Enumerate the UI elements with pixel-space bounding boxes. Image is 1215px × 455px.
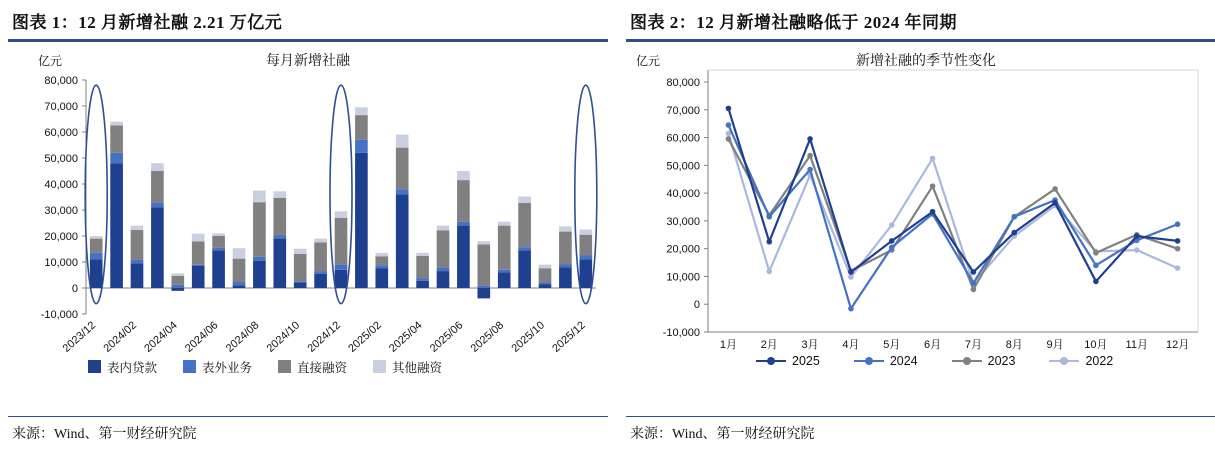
svg-text:2024/04: 2024/04 <box>142 318 180 355</box>
svg-text:1月: 1月 <box>719 338 737 351</box>
right-legend <box>756 354 1113 368</box>
svg-text:-10,000: -10,000 <box>662 326 700 339</box>
right-bottom-divider <box>626 416 1215 418</box>
svg-text:8月: 8月 <box>1005 338 1023 351</box>
legend-line-2022 <box>1049 355 1079 367</box>
legend-line-2023 <box>952 355 982 367</box>
legend-label-2: 直接融资 <box>297 360 348 375</box>
svg-text:2025/04: 2025/04 <box>387 318 425 355</box>
svg-text:2月: 2月 <box>760 338 778 351</box>
svg-text:0: 0 <box>71 282 78 295</box>
svg-text:10月: 10月 <box>1084 338 1108 351</box>
right-chart-title: 新增社融的季节性变化 <box>856 51 996 68</box>
svg-text:2025/02: 2025/02 <box>346 318 384 355</box>
svg-text:10,000: 10,000 <box>666 270 700 283</box>
left-chart-panel <box>8 0 608 455</box>
svg-text:2024/02: 2024/02 <box>101 318 140 355</box>
svg-text:60,000: 60,000 <box>44 126 78 139</box>
right-source-note: 来源：Wind、第一财经研究院 <box>630 427 815 442</box>
left-source-note: 来源：Wind、第一财经研究院 <box>12 427 197 442</box>
svg-text:3月: 3月 <box>801 338 819 351</box>
svg-text:20,000: 20,000 <box>44 230 78 243</box>
left-bottom-divider <box>8 416 608 418</box>
svg-text:60,000: 60,000 <box>666 132 700 145</box>
svg-text:80,000: 80,000 <box>666 76 700 89</box>
legend-item-2 <box>278 358 347 376</box>
legend-item-1 <box>183 358 252 376</box>
svg-text:6月: 6月 <box>924 338 942 351</box>
legend-label-2022: 2022 <box>1085 353 1114 368</box>
right-chart-svg <box>626 42 1215 382</box>
svg-text:40,000: 40,000 <box>44 178 78 191</box>
left-chart-svg <box>8 42 608 382</box>
svg-text:10,000: 10,000 <box>44 256 78 269</box>
left-chart-title: 每月新增社融 <box>266 51 350 68</box>
svg-text:80,000: 80,000 <box>44 74 78 87</box>
right-chart-area <box>626 42 1215 382</box>
legend-line-2025 <box>756 355 786 367</box>
svg-text:4月: 4月 <box>842 338 860 351</box>
right-y-unit-label: 亿元 <box>636 53 661 68</box>
legend-label-1: 表外业务 <box>202 360 253 375</box>
svg-text:70,000: 70,000 <box>44 100 78 113</box>
legend-swatch-2 <box>278 360 291 373</box>
svg-text:12月: 12月 <box>1165 338 1190 351</box>
svg-text:2024/06: 2024/06 <box>183 318 221 355</box>
left-y-unit-label: 亿元 <box>38 53 63 68</box>
legend-item-2023 <box>952 354 1016 368</box>
left-chart-area <box>8 42 608 382</box>
svg-text:7月: 7月 <box>964 338 982 351</box>
svg-text:70,000: 70,000 <box>666 104 700 117</box>
svg-text:2025/10: 2025/10 <box>509 318 548 355</box>
svg-text:9月: 9月 <box>1046 338 1064 351</box>
svg-text:11月: 11月 <box>1125 338 1148 351</box>
left-legend <box>88 358 442 376</box>
legend-label-2023: 2023 <box>987 353 1016 368</box>
legend-label-3: 其他融资 <box>392 360 443 375</box>
svg-text:2025/06: 2025/06 <box>427 318 466 355</box>
legend-item-2024 <box>854 354 918 368</box>
left-panel-title: 图表 1：12 月新增社融 2.21 万亿元 <box>12 13 283 32</box>
svg-text:20,000: 20,000 <box>666 243 700 256</box>
svg-text:2025/12: 2025/12 <box>550 318 588 355</box>
svg-text:2024/12: 2024/12 <box>305 318 344 355</box>
svg-text:0: 0 <box>693 298 700 311</box>
svg-text:50,000: 50,000 <box>44 152 78 165</box>
svg-text:5月: 5月 <box>883 338 901 351</box>
legend-swatch-1 <box>183 360 196 373</box>
svg-text:40,000: 40,000 <box>666 187 700 200</box>
legend-swatch-3 <box>373 360 386 373</box>
legend-label-2025: 2025 <box>792 353 820 368</box>
svg-text:2025/08: 2025/08 <box>468 318 507 355</box>
svg-text:30,000: 30,000 <box>666 215 700 228</box>
right-chart-panel <box>626 0 1215 455</box>
right-panel-title: 图表 2：12 月新增社融略低于 2024 年同期 <box>630 13 957 32</box>
svg-text:-10,000: -10,000 <box>40 308 78 321</box>
svg-text:2023/12: 2023/12 <box>60 318 99 355</box>
legend-label-2024: 2024 <box>889 353 918 368</box>
legend-line-2024 <box>854 355 884 367</box>
svg-text:2024/10: 2024/10 <box>264 318 303 355</box>
legend-label-0: 表内贷款 <box>107 360 158 375</box>
legend-item-2022 <box>1049 354 1113 368</box>
legend-item-2025 <box>756 354 820 368</box>
legend-item-3 <box>373 358 442 376</box>
svg-text:30,000: 30,000 <box>44 204 78 217</box>
legend-item-0 <box>88 358 157 376</box>
legend-swatch-0 <box>88 360 101 373</box>
svg-text:2024/08: 2024/08 <box>223 318 262 355</box>
svg-text:50,000: 50,000 <box>666 159 700 172</box>
